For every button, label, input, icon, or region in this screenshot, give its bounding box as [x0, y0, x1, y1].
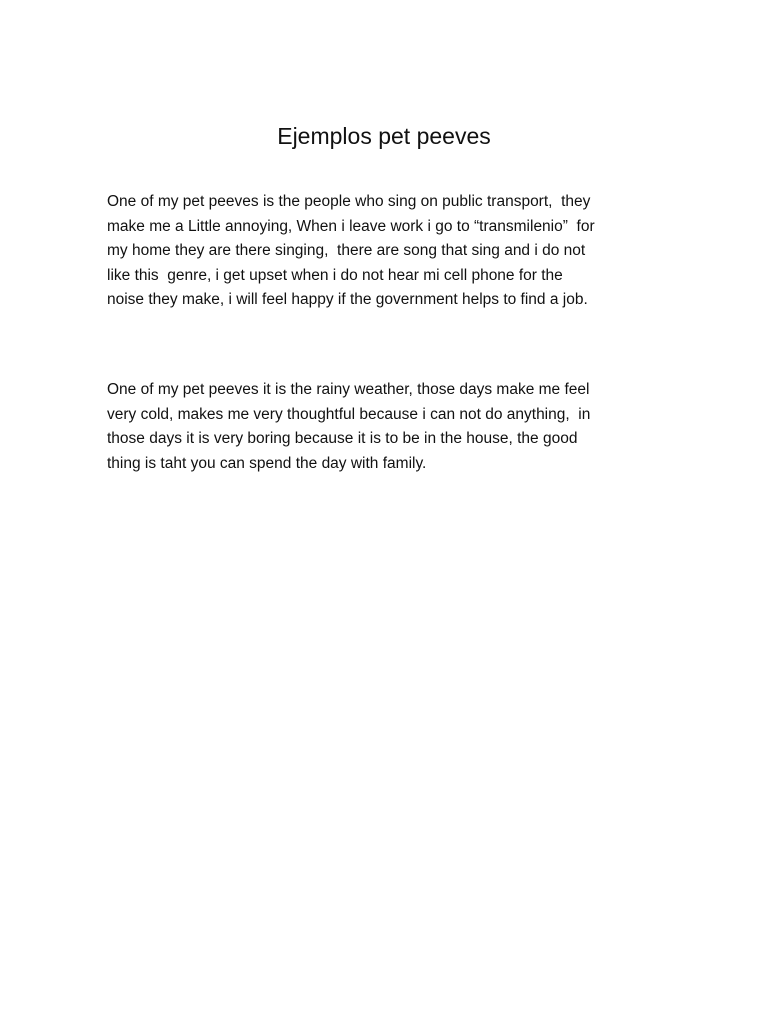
paragraph-line: One of my pet peeves it is the rainy weather, those days make me feel — [107, 381, 590, 398]
paragraph-line: thing is taht you can spend the day with family. — [107, 454, 427, 472]
paragraph-line: like this genre, i get upset when i do not hear mi cell phone for the — [107, 266, 563, 284]
document-title: Ejemplos pet peeves — [277, 123, 491, 149]
paragraph-line: noise they make, i will feel happy if the government helps to find a job. — [107, 291, 588, 308]
paragraph-1 — [107, 190, 667, 313]
paragraph-line: those days it is very boring because it is to be in the house, the good — [107, 430, 578, 447]
paragraph-line: very cold, makes me very thoughtful because i can not do anything, in — [107, 405, 591, 423]
paragraph-line: One of my pet peeves is the people who sing on public transport, they — [107, 193, 591, 210]
paragraph-2 — [107, 378, 667, 476]
paragraph-line: make me a Little annoying, When i leave work i go to “transmilenio” for — [107, 217, 595, 235]
paragraph-line: my home they are there singing, there are song that sing and i do not — [107, 242, 586, 259]
